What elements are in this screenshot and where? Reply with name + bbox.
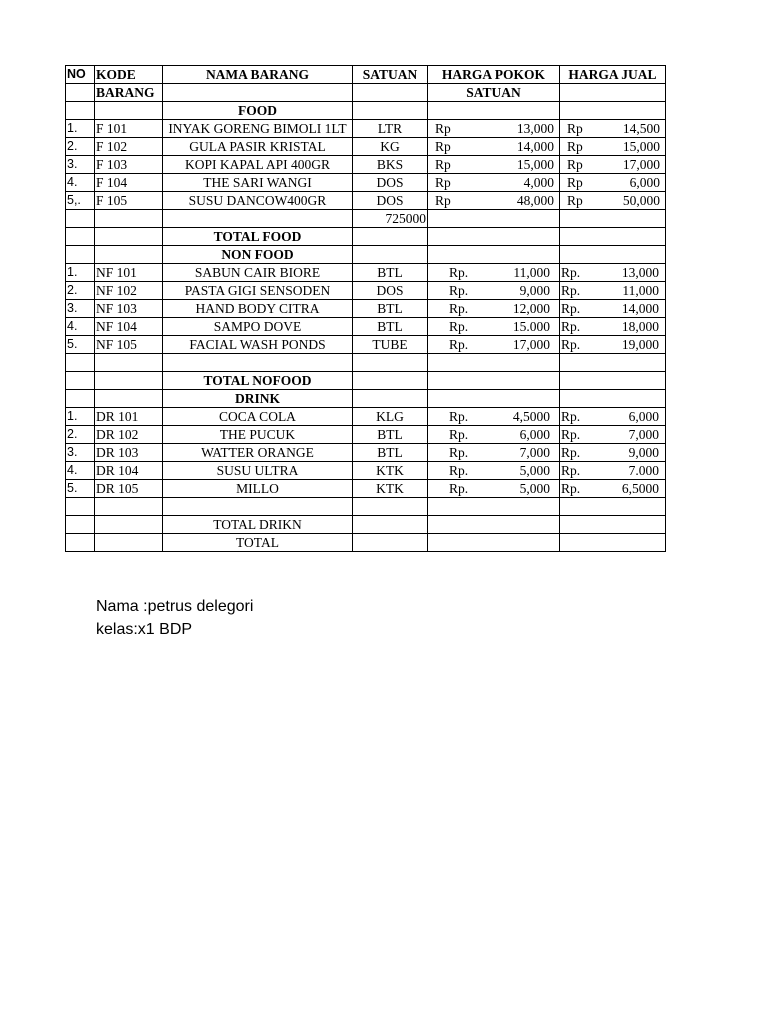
- harga-pokok-amount: 4,000: [523, 175, 554, 190]
- empty-cell: [163, 498, 353, 516]
- item-kode: DR 104: [95, 462, 163, 480]
- item-no: 1.: [66, 408, 95, 426]
- harga-pokok-currency: Rp.: [449, 319, 469, 334]
- item-no: 2.: [66, 426, 95, 444]
- item-no: 4.: [66, 462, 95, 480]
- harga-jual: [560, 426, 666, 444]
- harga-pokok-currency: Rp.: [449, 265, 469, 280]
- item-kode: DR 103: [95, 444, 163, 462]
- total-food-label: TOTAL FOOD: [163, 228, 353, 246]
- empty-cell: [353, 534, 428, 552]
- item-nama: KOPI KAPAL API 400GR: [163, 156, 353, 174]
- item-kode: NF 104: [95, 318, 163, 336]
- harga-jual: [560, 138, 666, 156]
- empty-cell: [353, 372, 428, 390]
- item-nama: THE PUCUK: [163, 426, 353, 444]
- harga-pokok: [428, 336, 560, 354]
- harga-jual-amount: 6,000: [628, 409, 659, 424]
- food-subtotal-value: 725000: [353, 210, 428, 228]
- header-row-2: [66, 84, 666, 102]
- harga-jual-amount: 6,5000: [621, 481, 659, 496]
- harga-pokok: [428, 408, 560, 426]
- harga-pokok: [428, 444, 560, 462]
- header-kode: KODE: [95, 66, 163, 84]
- empty-cell: [66, 102, 95, 120]
- table-row: [66, 282, 666, 300]
- harga-jual-currency: Rp.: [561, 481, 581, 496]
- student-class: kelas:x1 BDP: [96, 621, 193, 638]
- empty-cell: [353, 498, 428, 516]
- table-row: [66, 462, 666, 480]
- harga-pokok-currency: Rp.: [449, 481, 469, 496]
- item-satuan: KG: [353, 138, 428, 156]
- harga-pokok-amount: 12,000: [512, 301, 550, 316]
- header-harga-pokok-satuan: SATUAN: [428, 84, 560, 102]
- item-no: 1.: [66, 264, 95, 282]
- grand-total-label: TOTAL: [163, 534, 353, 552]
- item-kode: NF 105: [95, 336, 163, 354]
- harga-pokok-currency: Rp.: [449, 337, 469, 352]
- harga-pokok-amount: 15.000: [512, 319, 550, 334]
- item-nama: THE SARI WANGI: [163, 174, 353, 192]
- harga-pokok-amount: 48,000: [516, 193, 554, 208]
- harga-jual-amount: 6,000: [629, 175, 660, 190]
- total-drink-label: TOTAL DRIKN: [163, 516, 353, 534]
- harga-pokok-amount: 7,000: [519, 445, 550, 460]
- harga-jual-amount: 50,000: [622, 193, 660, 208]
- harga-pokok-amount: 4,5000: [512, 409, 550, 424]
- item-no: 2.: [66, 138, 95, 156]
- harga-jual: [560, 336, 666, 354]
- harga-pokok: [428, 426, 560, 444]
- harga-jual-amount: 7.000: [628, 463, 659, 478]
- table-row: [66, 444, 666, 462]
- empty-cell: [66, 372, 95, 390]
- harga-jual-amount: 7,000: [628, 427, 659, 442]
- header-harga-pokok: HARGA POKOK: [428, 66, 560, 84]
- item-nama: FACIAL WASH PONDS: [163, 336, 353, 354]
- empty-cell: [95, 228, 163, 246]
- item-satuan: BTL: [353, 300, 428, 318]
- item-kode: DR 101: [95, 408, 163, 426]
- empty-cell: [66, 246, 95, 264]
- empty-cell: [560, 498, 666, 516]
- empty-cell: [353, 228, 428, 246]
- table-row: [66, 318, 666, 336]
- empty-cell: [428, 246, 560, 264]
- empty-cell: [428, 354, 560, 372]
- harga-pokok-currency: Rp.: [449, 427, 469, 442]
- item-satuan: DOS: [353, 192, 428, 210]
- harga-jual: [560, 444, 666, 462]
- item-satuan: DOS: [353, 174, 428, 192]
- empty-cell: [560, 534, 666, 552]
- empty-cell: [353, 354, 428, 372]
- empty-cell: [560, 390, 666, 408]
- header-satuan: SATUAN: [353, 66, 428, 84]
- item-kode: F 102: [95, 138, 163, 156]
- item-satuan: BKS: [353, 156, 428, 174]
- table-row: [66, 408, 666, 426]
- harga-jual-amount: 15,000: [622, 139, 660, 154]
- harga-pokok: [428, 138, 560, 156]
- harga-pokok: [428, 282, 560, 300]
- empty-cell: [428, 390, 560, 408]
- empty-cell: [66, 534, 95, 552]
- empty-cell: [560, 354, 666, 372]
- item-no: 2.: [66, 282, 95, 300]
- item-nama: SAMPO DOVE: [163, 318, 353, 336]
- harga-jual: [560, 264, 666, 282]
- harga-jual: [560, 156, 666, 174]
- harga-pokok-amount: 6,000: [519, 427, 550, 442]
- empty-cell: [95, 246, 163, 264]
- food-subtotal-row: [66, 210, 666, 228]
- harga-pokok-currency: Rp.: [449, 301, 469, 316]
- item-nama: SUSU DANCOW400GR: [163, 192, 353, 210]
- empty-cell: [428, 534, 560, 552]
- empty-cell: [428, 228, 560, 246]
- item-no: 1.: [66, 120, 95, 138]
- harga-jual-currency: Rp: [567, 193, 583, 208]
- item-no: 5.: [66, 336, 95, 354]
- empty-cell: [95, 390, 163, 408]
- harga-pokok-currency: Rp: [435, 193, 451, 208]
- item-nama: COCA COLA: [163, 408, 353, 426]
- harga-jual-currency: Rp.: [561, 265, 581, 280]
- empty-cell: [95, 210, 163, 228]
- table-row: [66, 300, 666, 318]
- harga-pokok: [428, 264, 560, 282]
- harga-jual-currency: Rp: [567, 175, 583, 190]
- empty-cell: [95, 102, 163, 120]
- empty-cell: [353, 102, 428, 120]
- harga-jual: [560, 408, 666, 426]
- empty-cell: [95, 534, 163, 552]
- item-kode: NF 103: [95, 300, 163, 318]
- table-row: [66, 174, 666, 192]
- harga-jual-currency: Rp: [567, 139, 583, 154]
- price-list-table: [65, 65, 666, 552]
- item-satuan: LTR: [353, 120, 428, 138]
- total-food: [66, 228, 666, 246]
- item-nama: GULA PASIR KRISTAL: [163, 138, 353, 156]
- harga-jual-amount: 9,000: [628, 445, 659, 460]
- harga-pokok-amount: 11,000: [513, 265, 550, 280]
- item-no: 4.: [66, 174, 95, 192]
- harga-pokok: [428, 192, 560, 210]
- item-satuan: KTK: [353, 480, 428, 498]
- item-nama: HAND BODY CITRA: [163, 300, 353, 318]
- harga-pokok-amount: 13,000: [516, 121, 554, 136]
- item-kode: NF 102: [95, 282, 163, 300]
- item-satuan: BTL: [353, 426, 428, 444]
- harga-pokok: [428, 462, 560, 480]
- section-drink-title-label: DRINK: [163, 390, 353, 408]
- section-food-title-label: FOOD: [163, 102, 353, 120]
- item-satuan: KLG: [353, 408, 428, 426]
- item-satuan: TUBE: [353, 336, 428, 354]
- empty-cell: [560, 210, 666, 228]
- harga-pokok: [428, 300, 560, 318]
- harga-pokok-amount: 15,000: [516, 157, 554, 172]
- harga-jual: [560, 192, 666, 210]
- harga-pokok: [428, 318, 560, 336]
- student-note: [96, 595, 253, 641]
- item-nama: INYAK GORENG BIMOLI 1LT: [163, 120, 353, 138]
- harga-jual: [560, 318, 666, 336]
- table-row: [66, 336, 666, 354]
- empty-cell: [66, 390, 95, 408]
- empty-cell: [95, 354, 163, 372]
- empty-cell: [428, 102, 560, 120]
- harga-jual-currency: Rp.: [561, 445, 581, 460]
- item-satuan: BTL: [353, 318, 428, 336]
- empty-cell: [95, 372, 163, 390]
- student-name: Nama :petrus delegori: [96, 598, 254, 615]
- harga-jual-currency: Rp: [567, 157, 583, 172]
- item-kode: F 101: [95, 120, 163, 138]
- empty-cell: [95, 498, 163, 516]
- harga-jual-currency: Rp.: [561, 463, 581, 478]
- harga-jual: [560, 462, 666, 480]
- harga-jual: [560, 480, 666, 498]
- header-no: NO: [66, 66, 95, 84]
- harga-pokok-amount: 14,000: [516, 139, 554, 154]
- harga-pokok-currency: Rp: [435, 157, 451, 172]
- empty-cell: [66, 516, 95, 534]
- harga-jual: [560, 282, 666, 300]
- harga-pokok: [428, 156, 560, 174]
- harga-jual-currency: Rp.: [561, 283, 581, 298]
- table-row: [66, 156, 666, 174]
- item-no: 3.: [66, 444, 95, 462]
- harga-jual-amount: 14,000: [621, 301, 659, 316]
- empty-cell: [66, 354, 95, 372]
- table-row: [66, 426, 666, 444]
- harga-pokok-currency: Rp.: [449, 445, 469, 460]
- empty-cell: [428, 516, 560, 534]
- empty-cell: [560, 246, 666, 264]
- empty-cell: [353, 516, 428, 534]
- empty-cell: [428, 372, 560, 390]
- item-kode: F 103: [95, 156, 163, 174]
- total-nonfood-label: TOTAL NOFOOD: [163, 372, 353, 390]
- item-no: 5,.: [66, 192, 95, 210]
- item-kode: F 105: [95, 192, 163, 210]
- harga-pokok-amount: 5,000: [519, 463, 550, 478]
- harga-pokok: [428, 174, 560, 192]
- harga-pokok: [428, 120, 560, 138]
- harga-pokok-currency: Rp: [435, 121, 451, 136]
- empty-cell: [428, 498, 560, 516]
- harga-jual-currency: Rp.: [561, 427, 581, 442]
- header-nama-barang: NAMA BARANG: [163, 66, 353, 84]
- section-food-title: [66, 102, 666, 120]
- item-no: 3.: [66, 300, 95, 318]
- header-barang: BARANG: [95, 84, 163, 102]
- harga-jual-amount: 14,500: [622, 121, 660, 136]
- harga-pokok-currency: Rp: [435, 175, 451, 190]
- harga-jual-amount: 17,000: [622, 157, 660, 172]
- harga-pokok-currency: Rp.: [449, 463, 469, 478]
- empty-cell: [66, 210, 95, 228]
- item-kode: DR 102: [95, 426, 163, 444]
- item-nama: MILLO: [163, 480, 353, 498]
- empty-cell: [163, 210, 353, 228]
- empty-cell: [560, 372, 666, 390]
- blank-row: [66, 498, 666, 516]
- table-row: [66, 480, 666, 498]
- harga-pokok-amount: 17,000: [512, 337, 550, 352]
- table-row: [66, 192, 666, 210]
- header-row-1: [66, 66, 666, 84]
- item-satuan: KTK: [353, 462, 428, 480]
- harga-jual-currency: Rp.: [561, 409, 581, 424]
- harga-pokok-currency: Rp.: [449, 409, 469, 424]
- harga-pokok-amount: 5,000: [519, 481, 550, 496]
- section-nonfood-title: [66, 246, 666, 264]
- header-harga-jual: HARGA JUAL: [560, 66, 666, 84]
- total-drink: [66, 516, 666, 534]
- harga-jual-amount: 18,000: [621, 319, 659, 334]
- harga-jual: [560, 120, 666, 138]
- item-nama: SABUN CAIR BIORE: [163, 264, 353, 282]
- table-row: [66, 138, 666, 156]
- harga-jual-amount: 19,000: [621, 337, 659, 352]
- item-no: 4.: [66, 318, 95, 336]
- harga-jual-currency: Rp: [567, 121, 583, 136]
- harga-jual-amount: 11,000: [622, 283, 659, 298]
- empty-cell: [66, 498, 95, 516]
- empty-cell: [560, 228, 666, 246]
- harga-jual-amount: 13,000: [621, 265, 659, 280]
- empty-cell: [560, 102, 666, 120]
- harga-pokok-amount: 9,000: [519, 283, 550, 298]
- empty-cell: [428, 210, 560, 228]
- item-no: 5.: [66, 480, 95, 498]
- item-no: 3.: [66, 156, 95, 174]
- item-nama: WATTER ORANGE: [163, 444, 353, 462]
- harga-jual-currency: Rp.: [561, 319, 581, 334]
- item-satuan: BTL: [353, 264, 428, 282]
- harga-pokok: [428, 480, 560, 498]
- table-row: [66, 264, 666, 282]
- grand-total-row: [66, 534, 666, 552]
- item-kode: F 104: [95, 174, 163, 192]
- empty-cell: [163, 354, 353, 372]
- item-kode: DR 105: [95, 480, 163, 498]
- item-satuan: DOS: [353, 282, 428, 300]
- empty-cell: [353, 246, 428, 264]
- empty-cell: [353, 390, 428, 408]
- item-nama: SUSU ULTRA: [163, 462, 353, 480]
- section-drink-title: [66, 390, 666, 408]
- total-nonfood: [66, 372, 666, 390]
- section-nonfood-title-label: NON FOOD: [163, 246, 353, 264]
- harga-pokok-currency: Rp: [435, 139, 451, 154]
- item-nama: PASTA GIGI SENSODEN: [163, 282, 353, 300]
- blank-row: [66, 354, 666, 372]
- item-kode: NF 101: [95, 264, 163, 282]
- harga-jual-currency: Rp.: [561, 301, 581, 316]
- harga-jual: [560, 300, 666, 318]
- table-row: [66, 120, 666, 138]
- harga-jual: [560, 174, 666, 192]
- empty-cell: [66, 228, 95, 246]
- harga-pokok-currency: Rp.: [449, 283, 469, 298]
- item-satuan: BTL: [353, 444, 428, 462]
- empty-cell: [95, 516, 163, 534]
- empty-cell: [560, 516, 666, 534]
- harga-jual-currency: Rp.: [561, 337, 581, 352]
